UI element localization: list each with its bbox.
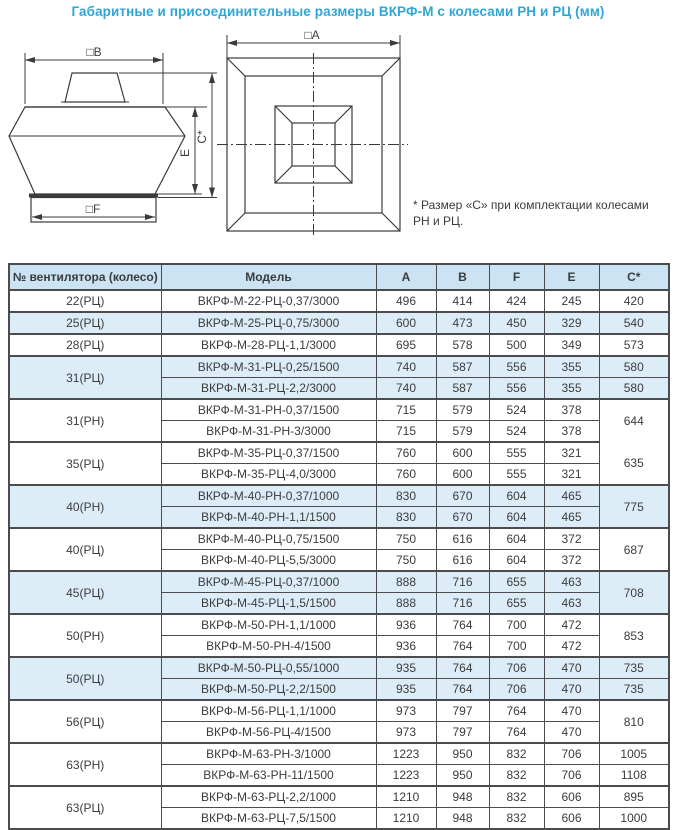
dim-b-cell: 764: [436, 614, 489, 636]
table-header-row: [9, 264, 669, 290]
dim-b-cell: 948: [436, 808, 489, 830]
footnote-line-1: * Размер «С» при комплектации колесами: [413, 198, 649, 212]
table-row: [9, 528, 669, 550]
model-cell: ВКРФ-М-31-РЦ-2,2/3000: [161, 378, 376, 400]
model-cell: ВКРФ-М-22-РЦ-0,37/3000: [161, 290, 376, 312]
dim-e-cell: 463: [544, 593, 599, 615]
fan-top-view-drawing: [215, 28, 410, 240]
model-cell: ВКРФ-М-31-РН-0,37/1500: [161, 399, 376, 421]
dim-c-cell: 735: [599, 657, 669, 679]
wheel-cell: 35(РЦ): [9, 442, 161, 485]
table-row: [9, 743, 669, 765]
table-row: [9, 657, 669, 679]
dim-a-cell: 830: [376, 507, 436, 529]
dim-c-cell: 644: [599, 399, 669, 442]
model-cell: ВКРФ-М-50-РН-1,1/1000: [161, 614, 376, 636]
dim-e-cell: 321: [544, 442, 599, 464]
model-cell: ВКРФ-М-40-РЦ-5,5/3000: [161, 550, 376, 572]
dim-e-cell: 472: [544, 636, 599, 658]
wheel-cell: 50(РЦ): [9, 657, 161, 700]
dim-f-cell: 832: [489, 743, 544, 765]
dim-c-cell: 420: [599, 290, 669, 312]
dim-b-cell: 578: [436, 334, 489, 356]
dim-f-cell: 424: [489, 290, 544, 312]
dim-a-cell: 888: [376, 593, 436, 615]
dim-b-cell: 950: [436, 765, 489, 787]
dim-a-cell: 760: [376, 464, 436, 486]
dim-a-cell: 830: [376, 485, 436, 507]
dim-f-cell: 524: [489, 399, 544, 421]
dim-b-cell: 670: [436, 485, 489, 507]
model-cell: ВКРФ-М-63-РН-3/1000: [161, 743, 376, 765]
dim-e-cell: 470: [544, 700, 599, 722]
wheel-cell: 31(РН): [9, 399, 161, 442]
dim-a-cell: 760: [376, 442, 436, 464]
dim-b-cell: 600: [436, 464, 489, 486]
dim-a-cell: 935: [376, 679, 436, 701]
table-row: [9, 485, 669, 507]
dim-a-cell: 740: [376, 378, 436, 400]
dim-f-cell: 555: [489, 442, 544, 464]
wheel-cell: 63(РЦ): [9, 786, 161, 829]
dim-label-a: □A: [304, 28, 320, 42]
dim-b-cell: 616: [436, 550, 489, 572]
dim-e-cell: 470: [544, 722, 599, 744]
dim-e-cell: 372: [544, 528, 599, 550]
dim-b-cell: 579: [436, 399, 489, 421]
dim-a-cell: 1223: [376, 743, 436, 765]
dim-f-cell: 700: [489, 614, 544, 636]
dim-a-cell: 715: [376, 399, 436, 421]
table-row: [9, 786, 669, 808]
dim-a-cell: 600: [376, 312, 436, 334]
dim-c-cell: 735: [599, 679, 669, 701]
table-row: [9, 442, 669, 464]
dim-f-cell: 706: [489, 679, 544, 701]
dim-label-c: C*: [195, 130, 209, 144]
dim-b-cell: 764: [436, 679, 489, 701]
table-header-cell: F: [489, 264, 544, 290]
dim-e-cell: 706: [544, 765, 599, 787]
wheel-cell: 22(РЦ): [9, 290, 161, 312]
dim-c-cell: 708: [599, 571, 669, 614]
table-row: [9, 700, 669, 722]
dim-a-cell: 750: [376, 550, 436, 572]
dim-a-cell: 496: [376, 290, 436, 312]
dim-a-cell: 888: [376, 571, 436, 593]
wheel-cell: 28(РЦ): [9, 334, 161, 356]
dim-e-cell: 706: [544, 743, 599, 765]
dim-e-cell: 606: [544, 786, 599, 808]
dim-b-cell: 670: [436, 507, 489, 529]
dim-a-cell: 935: [376, 657, 436, 679]
model-cell: ВКРФ-М-45-РЦ-0,37/1000: [161, 571, 376, 593]
dim-b-cell: 764: [436, 636, 489, 658]
model-cell: ВКРФ-М-31-РЦ-0,25/1500: [161, 356, 376, 378]
dim-b-cell: 764: [436, 657, 489, 679]
table-row: [9, 334, 669, 356]
dim-b-cell: 716: [436, 571, 489, 593]
dim-label-b: □B: [86, 45, 102, 59]
dim-c-cell: 1000: [599, 808, 669, 830]
table-header: [9, 264, 669, 290]
dim-f-cell: 832: [489, 786, 544, 808]
dim-e-cell: 372: [544, 550, 599, 572]
table-row: [9, 571, 669, 593]
footnote: [413, 197, 663, 229]
dim-label-f: □F: [85, 202, 101, 216]
motor-cover-shape: [65, 73, 125, 102]
dimensions-table: [8, 263, 670, 830]
dim-a-cell: 1223: [376, 765, 436, 787]
dim-e-cell: 470: [544, 657, 599, 679]
dim-a-cell: 740: [376, 356, 436, 378]
dim-e-cell: 378: [544, 399, 599, 421]
table-header-cell: B: [436, 264, 489, 290]
model-cell: ВКРФ-М-28-РЦ-1,1/3000: [161, 334, 376, 356]
dim-b-cell: 473: [436, 312, 489, 334]
fan-side-view-drawing: [8, 45, 220, 240]
fan-cowl-shape: [9, 107, 185, 194]
dim-e-cell: 355: [544, 378, 599, 400]
wheel-cell: 63(РН): [9, 743, 161, 786]
dim-c-cell: 580: [599, 356, 669, 378]
dim-c-cell: 1005: [599, 743, 669, 765]
table-header-cell: A: [376, 264, 436, 290]
wheel-cell: 45(РЦ): [9, 571, 161, 614]
dim-e-cell: 245: [544, 290, 599, 312]
wheel-cell: 40(РН): [9, 485, 161, 528]
dim-f-cell: 655: [489, 593, 544, 615]
dim-label-e: E: [178, 148, 192, 158]
dim-b-cell: 616: [436, 528, 489, 550]
dim-f-cell: 604: [489, 550, 544, 572]
dim-a-cell: 715: [376, 421, 436, 443]
wheel-cell: 25(РЦ): [9, 312, 161, 334]
table-row: [9, 356, 669, 378]
dim-b-cell: 587: [436, 378, 489, 400]
footnote-line-2: РН и РЦ.: [413, 214, 464, 229]
dim-a-cell: 936: [376, 614, 436, 636]
table-header-cell: C*: [599, 264, 669, 290]
model-cell: ВКРФ-М-50-РН-4/1500: [161, 636, 376, 658]
dim-a-cell: 973: [376, 700, 436, 722]
dim-e-cell: 470: [544, 679, 599, 701]
dim-c-cell: 540: [599, 312, 669, 334]
dim-a-cell: 973: [376, 722, 436, 744]
wheel-cell: 40(РЦ): [9, 528, 161, 571]
dim-f-cell: 556: [489, 378, 544, 400]
dim-b-cell: 716: [436, 593, 489, 615]
dim-e-cell: 465: [544, 485, 599, 507]
model-cell: ВКРФ-М-40-РЦ-0,75/1500: [161, 528, 376, 550]
dim-c-cell: 1108: [599, 765, 669, 787]
table-row: [9, 399, 669, 421]
dim-c-cell: 687: [599, 528, 669, 571]
model-cell: ВКРФ-М-56-РЦ-4/1500: [161, 722, 376, 744]
dim-f-cell: 500: [489, 334, 544, 356]
table-row: [9, 614, 669, 636]
model-cell: ВКРФ-М-45-РЦ-1,5/1500: [161, 593, 376, 615]
dim-b-cell: 948: [436, 786, 489, 808]
dim-f-cell: 832: [489, 808, 544, 830]
table-header-cell: Модель: [161, 264, 376, 290]
table-row: [9, 290, 669, 312]
dim-c-cell: 580: [599, 378, 669, 400]
model-cell: ВКРФ-М-56-РЦ-1,1/1000: [161, 700, 376, 722]
dim-f-cell: 450: [489, 312, 544, 334]
dim-e-cell: 378: [544, 421, 599, 443]
dim-f-cell: 604: [489, 485, 544, 507]
model-cell: ВКРФ-М-35-РЦ-4,0/3000: [161, 464, 376, 486]
dim-e-cell: 472: [544, 614, 599, 636]
model-cell: ВКРФ-М-25-РЦ-0,75/3000: [161, 312, 376, 334]
dim-f-cell: 555: [489, 464, 544, 486]
table-row: [9, 312, 669, 334]
dim-c-cell: 775: [599, 485, 669, 528]
wheel-cell: 50(РН): [9, 614, 161, 657]
dim-b-cell: 950: [436, 743, 489, 765]
dim-b-cell: 587: [436, 356, 489, 378]
dim-b-cell: 600: [436, 442, 489, 464]
model-cell: ВКРФ-М-63-РЦ-7,5/1500: [161, 808, 376, 830]
model-cell: ВКРФ-М-63-РЦ-2,2/1000: [161, 786, 376, 808]
dim-f-cell: 524: [489, 421, 544, 443]
dim-a-cell: 695: [376, 334, 436, 356]
model-cell: ВКРФ-М-50-РЦ-0,55/1000: [161, 657, 376, 679]
model-cell: ВКРФ-М-50-РЦ-2,2/1500: [161, 679, 376, 701]
dim-c-cell: 573: [599, 334, 669, 356]
dim-e-cell: 355: [544, 356, 599, 378]
dim-b-cell: 797: [436, 722, 489, 744]
dim-f-cell: 700: [489, 636, 544, 658]
dim-f-cell: 556: [489, 356, 544, 378]
dim-f-cell: 604: [489, 507, 544, 529]
dim-c-cell: 895: [599, 786, 669, 808]
dim-a-cell: 936: [376, 636, 436, 658]
dim-a-cell: 1210: [376, 808, 436, 830]
dim-b-cell: 579: [436, 421, 489, 443]
dim-f-cell: 764: [489, 722, 544, 744]
dim-b-cell: 414: [436, 290, 489, 312]
model-cell: ВКРФ-М-31-РН-3/3000: [161, 421, 376, 443]
model-cell: ВКРФ-М-40-РН-1,1/1500: [161, 507, 376, 529]
dim-b-cell: 797: [436, 700, 489, 722]
wheel-cell: 56(РЦ): [9, 700, 161, 743]
dim-e-cell: 321: [544, 464, 599, 486]
dim-a-cell: 750: [376, 528, 436, 550]
model-cell: ВКРФ-М-63-РН-11/1500: [161, 765, 376, 787]
dim-c-cell: 635: [599, 442, 669, 485]
table-header-cell: E: [544, 264, 599, 290]
dim-e-cell: 329: [544, 312, 599, 334]
dim-f-cell: 604: [489, 528, 544, 550]
dim-e-cell: 463: [544, 571, 599, 593]
dim-c-cell: 853: [599, 614, 669, 657]
dim-e-cell: 465: [544, 507, 599, 529]
model-cell: ВКРФ-М-40-РН-0,37/1000: [161, 485, 376, 507]
base-plate: [29, 194, 158, 198]
table-body: [9, 290, 669, 829]
dim-e-cell: 349: [544, 334, 599, 356]
dim-f-cell: 832: [489, 765, 544, 787]
dim-f-cell: 764: [489, 700, 544, 722]
wheel-cell: 31(РЦ): [9, 356, 161, 399]
page-title: Габаритные и присоединительные размеры ВКРФ-М с колесами РН и РЦ (мм): [71, 4, 605, 19]
dim-c-cell: 810: [599, 700, 669, 743]
model-cell: ВКРФ-М-35-РЦ-0,37/1500: [161, 442, 376, 464]
dim-e-cell: 606: [544, 808, 599, 830]
dim-a-cell: 1210: [376, 786, 436, 808]
dim-f-cell: 706: [489, 657, 544, 679]
dim-f-cell: 655: [489, 571, 544, 593]
table-header-cell: № вентилятора (колесо): [9, 264, 161, 290]
